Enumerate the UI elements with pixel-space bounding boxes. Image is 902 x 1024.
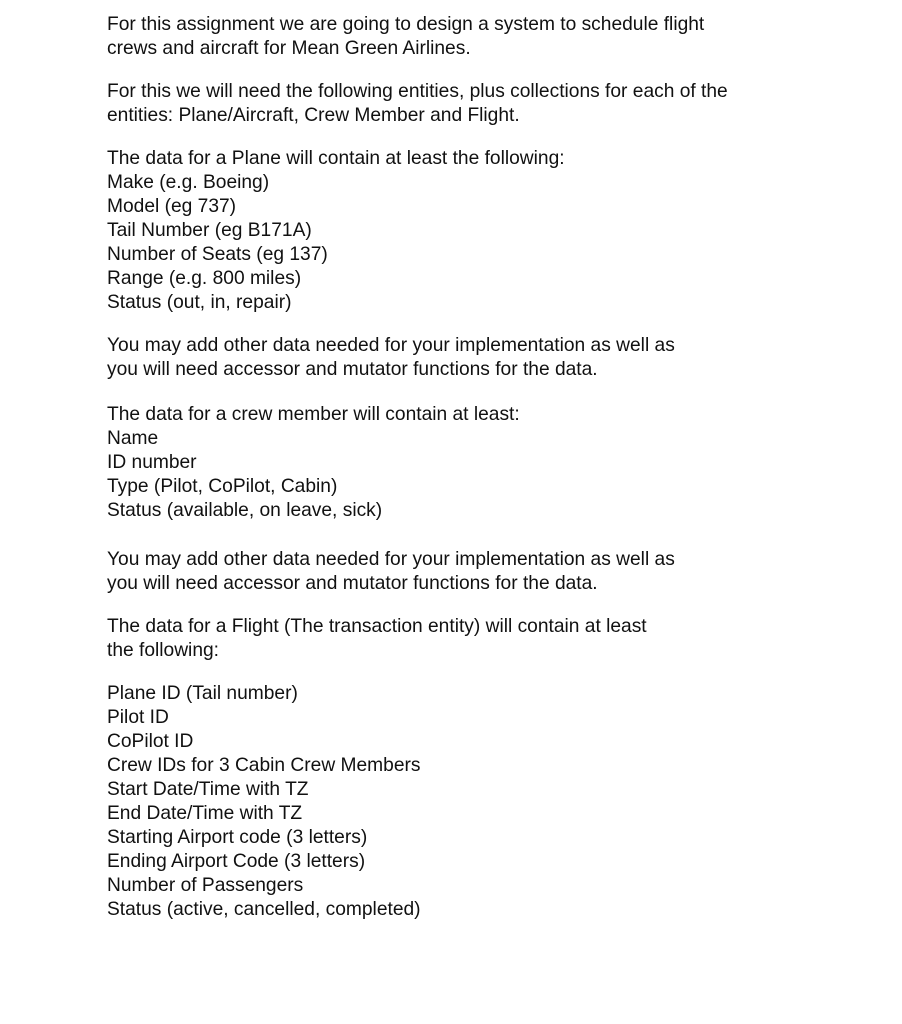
flight-heading-line: the following:	[107, 640, 219, 661]
plane-field: Tail Number (eg B171A)	[107, 220, 312, 241]
plane-field: Number of Seats (eg 137)	[107, 244, 328, 265]
plane-section	[107, 147, 887, 315]
crew-field: Type (Pilot, CoPilot, Cabin)	[107, 476, 338, 497]
intro-line: For this assignment we are going to design a system to schedule flight	[107, 14, 705, 35]
flight-field: Plane ID (Tail number)	[107, 683, 298, 704]
crew-note-paragraph	[107, 548, 887, 596]
crew-note-line: you will need accessor and mutator functions for the data.	[107, 573, 598, 594]
flight-field: Start Date/Time with TZ	[107, 779, 309, 800]
crew-field: ID number	[107, 452, 197, 473]
crew-field: Status (available, on leave, sick)	[107, 500, 383, 521]
flight-field: Crew IDs for 3 Cabin Crew Members	[107, 755, 421, 776]
plane-note-line: you will need accessor and mutator functions for the data.	[107, 359, 598, 380]
crew-section	[107, 403, 887, 523]
flight-heading-line: The data for a Flight (The transaction entity) will contain at least	[107, 616, 647, 637]
flight-field: Pilot ID	[107, 707, 169, 728]
crew-heading: The data for a crew member will contain at least:	[107, 404, 520, 425]
entities-line: entities: Plane/Aircraft, Crew Member and Flight.	[107, 105, 520, 126]
crew-field: Name	[107, 428, 159, 449]
plane-field: Model (eg 737)	[107, 196, 237, 217]
crew-note-line: You may add other data needed for your implementation as well as	[107, 549, 675, 570]
plane-field: Range (e.g. 800 miles)	[107, 268, 302, 289]
plane-note-line: You may add other data needed for your implementation as well as	[107, 335, 675, 356]
flight-field: CoPilot ID	[107, 731, 194, 752]
document-page	[107, 13, 887, 941]
plane-note-paragraph	[107, 334, 887, 382]
flight-heading-paragraph	[107, 615, 887, 663]
intro-paragraph	[107, 13, 887, 61]
flight-field: Status (active, cancelled, completed)	[107, 899, 421, 920]
flight-field: Ending Airport Code (3 letters)	[107, 851, 366, 872]
plane-field: Status (out, in, repair)	[107, 292, 292, 313]
flight-field: Starting Airport code (3 letters)	[107, 827, 368, 848]
plane-heading: The data for a Plane will contain at least the following:	[107, 148, 565, 169]
entities-paragraph	[107, 80, 887, 128]
entities-line: For this we will need the following entities, plus collections for each of the	[107, 81, 728, 102]
intro-line: crews and aircraft for Mean Green Airlines.	[107, 38, 471, 59]
flight-field: End Date/Time with TZ	[107, 803, 303, 824]
plane-field: Make (e.g. Boeing)	[107, 172, 270, 193]
flight-fields	[107, 682, 887, 922]
flight-field: Number of Passengers	[107, 875, 304, 896]
